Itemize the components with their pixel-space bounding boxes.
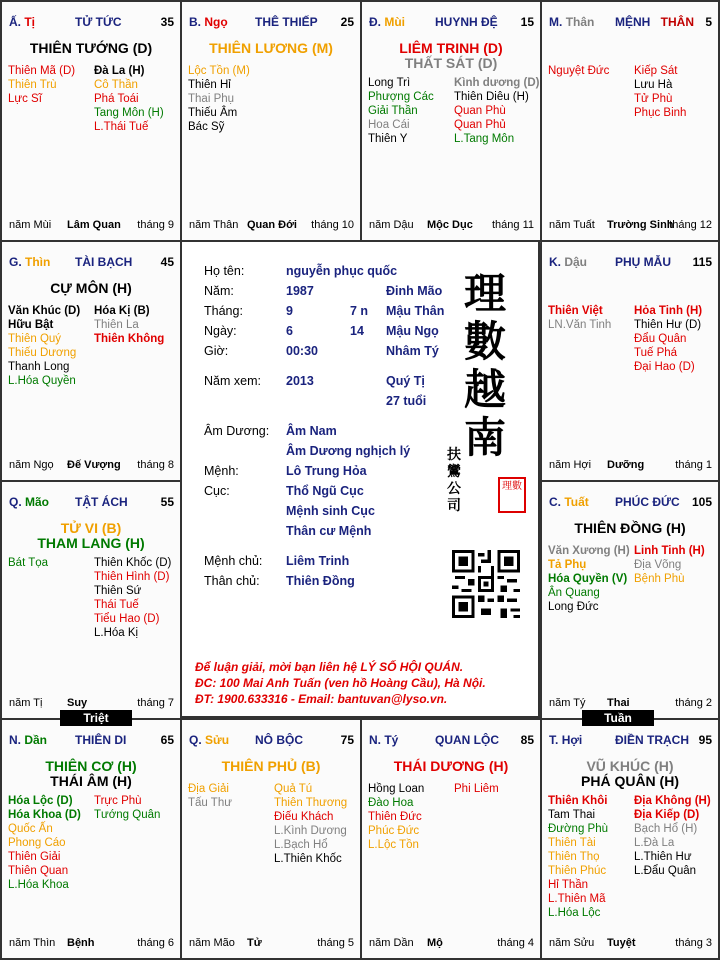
palace-chi: Hợi: [561, 733, 583, 747]
palace-chi: Thìn: [25, 255, 51, 269]
minor-star: Bác Sỹ: [188, 121, 225, 133]
minor-star: Thiên Phúc: [548, 865, 607, 877]
red-seal-stamp: 理數: [498, 477, 526, 513]
minor-star: Thiên Quý: [8, 333, 62, 345]
ngay-lunar: 14: [350, 324, 364, 338]
main-star: THIÊN PHỦ (B): [221, 758, 321, 774]
footer-cycle: Thai: [607, 697, 630, 709]
cuc-value: Thổ Ngũ Cục: [286, 484, 364, 498]
minor-star: Văn Xương (H): [548, 545, 630, 557]
logo-glyph: 越: [463, 365, 506, 414]
minor-star: Tấu Thư: [188, 797, 232, 809]
footer-month: tháng 11: [491, 219, 534, 231]
ngay-can-chi: Mậu Ngọ: [386, 324, 439, 338]
minor-star: Thiên Sứ: [94, 585, 142, 597]
minor-star: Long Đức: [548, 601, 599, 613]
logo-glyph: 理: [463, 269, 506, 318]
minor-star: Đại Hao (D): [634, 361, 695, 373]
minor-star: L.Đẩu Quân: [634, 865, 697, 877]
footer-month: tháng 10: [311, 219, 354, 231]
minor-star: Lộc Tồn (M): [188, 65, 250, 77]
palace-name: QUAN LỘC: [435, 733, 499, 747]
gio-label: Giờ:: [204, 344, 229, 358]
palace-number: 65: [160, 733, 174, 747]
logo-glyph: 南: [463, 413, 506, 462]
minor-star: Thiếu Dương: [8, 347, 77, 359]
palace-number: 15: [520, 15, 534, 29]
footer-cycle: Trường Sinh: [607, 219, 674, 231]
footer-year: năm Dần: [369, 937, 414, 949]
palace-can: G.: [9, 255, 22, 269]
minor-star: Thiên Không: [94, 333, 165, 345]
minor-star: Thiên Giải: [8, 851, 61, 863]
footer-year: năm Thìn: [9, 937, 56, 949]
minor-star: Điếu Khách: [274, 811, 334, 823]
minor-star: L.Lộc Tồn: [368, 839, 419, 851]
minor-star: Thiên Quan: [8, 865, 69, 877]
main-star: THIÊN CƠ (H): [45, 758, 137, 774]
minor-star: Thiên Khốc (D): [94, 557, 172, 569]
main-star: THẤT SÁT (D): [404, 55, 498, 71]
footer-cycle: Mộ: [427, 937, 443, 949]
minor-star: Kình dương (D): [454, 77, 540, 89]
footer-month: tháng 5: [317, 937, 354, 949]
minor-star: Hoa Cái: [368, 119, 410, 131]
palace-chi: Tuất: [564, 495, 589, 509]
main-star: THIÊN TƯỚNG (D): [29, 40, 153, 56]
palace-can: B.: [189, 15, 201, 29]
minor-star: Thanh Long: [8, 361, 70, 373]
minor-star: L.Hóa Quyền: [8, 375, 76, 387]
than-chu-label: Thân chủ:: [204, 574, 260, 588]
triet-marker: Triệt: [60, 710, 132, 726]
minor-star: Đẩu Quân: [634, 333, 687, 345]
cuc-relation: Mệnh sinh Cục: [286, 504, 375, 518]
palace-can: N.: [369, 733, 381, 747]
minor-star: Thiên Mã (D): [8, 65, 76, 77]
ngay-value: 6: [286, 324, 293, 338]
minor-star: Thai Phụ: [188, 93, 235, 105]
palace-number: 105: [691, 495, 712, 509]
main-star: THIÊN LƯƠNG (M): [209, 40, 333, 56]
menh-chu-label: Mệnh chủ:: [204, 554, 263, 568]
footer-year: năm Hợi: [549, 459, 592, 471]
logo-glyph: 數: [463, 317, 506, 366]
minor-star: Đào Hoa: [368, 797, 414, 809]
minor-star: Kiếp Sát: [634, 65, 678, 77]
minor-star: Đường Phù: [548, 823, 608, 835]
palace-chi: Thân: [565, 15, 595, 29]
menh-chu-value: Liêm Trinh: [286, 554, 350, 568]
minor-star: Địa Giải: [188, 783, 229, 795]
nam-xem-can-chi: Quý Tị: [386, 374, 425, 388]
minor-star: L.Thiên Khốc: [274, 853, 342, 865]
cuc-label: Cục:: [204, 484, 230, 498]
ngay-label: Ngày:: [204, 324, 237, 338]
minor-star: Hồng Loan: [368, 783, 425, 795]
palace-number: 25: [340, 15, 354, 29]
than-marker: THÂN: [660, 15, 694, 29]
minor-star: Thiên Diêu (H): [454, 91, 529, 103]
am-duong-value: Âm Nam: [286, 424, 337, 438]
minor-star: Phá Toái: [94, 93, 139, 105]
palace-chi: Ngọ: [204, 15, 228, 29]
palace-can: T.: [549, 733, 559, 747]
palace-chi: Tý: [384, 733, 399, 747]
ho-ten-label: Họ tên:: [204, 264, 245, 278]
minor-star: L.Hóa Khoa: [8, 879, 69, 891]
palace-number: 85: [520, 733, 534, 747]
minor-star: Phong Cáo: [8, 837, 66, 849]
than-chu-value: Thiên Đồng: [286, 574, 355, 588]
minor-star: Bát Tọa: [8, 557, 49, 569]
minor-star: Bệnh Phù: [634, 573, 685, 585]
palace-number: 5: [705, 15, 712, 29]
palace-number: 95: [698, 733, 712, 747]
palace-can: K.: [549, 255, 561, 269]
side-glyph: 鸞: [447, 464, 461, 480]
minor-star: Cô Thần: [94, 79, 138, 91]
minor-star: Bạch Hổ (H): [634, 823, 698, 835]
minor-star: Quan Phù: [454, 105, 506, 117]
gio-can-chi: Nhâm Tý: [386, 344, 439, 358]
nam-xem-value: 2013: [286, 374, 314, 388]
ho-ten-value: nguyễn phục quốc: [286, 264, 398, 278]
palace-name: TÀI BẠCH: [75, 255, 133, 269]
contact-phone-email: ĐT: 1900.633316 - Email: bantuvan@lyso.vn.: [195, 692, 448, 706]
main-star: LIÊM TRINH (D): [399, 40, 503, 56]
palace-number: 35: [160, 15, 174, 29]
palace-number: 115: [692, 255, 712, 269]
palace-chi: Dậu: [564, 255, 588, 269]
footer-cycle: Tử: [247, 937, 262, 949]
minor-star: Thiên Y: [368, 133, 408, 145]
palace-can: N.: [9, 733, 21, 747]
footer-cycle: Bệnh: [67, 937, 95, 949]
nam-label: Năm:: [204, 284, 234, 298]
minor-star: Hóa Quyền (V): [548, 573, 628, 585]
minor-star: Quả Tú: [274, 783, 313, 795]
center-info-panel: [180, 240, 540, 718]
main-star: TỬ VI (B): [60, 520, 122, 536]
footer-cycle: Quan Đới: [247, 219, 297, 231]
minor-star: Thiên Khôi: [548, 795, 608, 807]
footer-year: năm Tuất: [549, 219, 595, 231]
palace-chi: Mão: [25, 495, 50, 509]
contact-address: ĐC: 100 Mai Anh Tuấn (ven hồ Hoàng Cầu), Hà Nội.: [195, 676, 486, 690]
footer-cycle: Suy: [67, 697, 88, 709]
minor-star: Long Trì: [368, 77, 411, 89]
footer-year: năm Thân: [189, 219, 239, 231]
minor-star: Đà La (H): [94, 65, 145, 77]
minor-star: L.Đà La: [634, 837, 675, 849]
minor-star: L.Kình Dương: [274, 825, 347, 837]
footer-month: tháng 1: [675, 459, 712, 471]
palace-name: THIÊN DI: [75, 733, 127, 747]
palace-name: PHỤ MẪU: [615, 255, 671, 269]
footer-year: năm Ngọ: [9, 459, 54, 471]
am-duong-note: Âm Dương nghịch lý: [286, 444, 411, 458]
minor-star: L.Thái Tuế: [94, 121, 149, 133]
main-star: THAM LANG (H): [37, 535, 145, 551]
minor-star: Hóa Kị (B): [94, 305, 150, 317]
gio-value: 00:30: [286, 344, 318, 358]
minor-star: L.Bạch Hổ: [274, 839, 328, 851]
minor-star: Giải Thần: [368, 105, 418, 117]
minor-star: Thiên Hỉ: [188, 79, 231, 91]
minor-star: Quan Phủ: [454, 119, 506, 131]
minor-star: LN.Văn Tinh: [548, 319, 612, 331]
footer-month: tháng 8: [137, 459, 174, 471]
footer-month: tháng 3: [675, 937, 712, 949]
minor-star: Phục Binh: [634, 107, 687, 119]
minor-star: Thiên Thọ: [548, 851, 600, 863]
minor-star: Trực Phù: [94, 795, 142, 807]
minor-star: Thiên Hư (D): [634, 319, 702, 331]
main-star: PHÁ QUÂN (H): [581, 773, 679, 789]
footer-cycle: Tuyệt: [607, 937, 636, 949]
footer-month: tháng 7: [137, 697, 174, 709]
minor-star: Nguyệt Đức: [548, 65, 610, 77]
minor-star: Thiên La: [94, 319, 139, 331]
minor-star: Tiểu Hao (D): [94, 613, 160, 625]
minor-star: Lưu Hà: [634, 79, 673, 91]
main-star: THIÊN ĐỒNG (H): [574, 520, 686, 536]
palace-can: C.: [549, 495, 561, 509]
menh-value: Lô Trung Hỏa: [286, 464, 367, 478]
minor-star: L.Hóa Kị: [94, 627, 139, 639]
footer-year: năm Mùi: [9, 219, 52, 231]
palace-name: NÔ BỘC: [255, 733, 303, 747]
minor-star: Phúc Đức: [368, 825, 420, 837]
minor-star: Quốc Ấn: [8, 823, 53, 835]
palace-name: TỬ TỨC: [75, 15, 122, 29]
tuan-marker: Tuần: [582, 710, 654, 726]
minor-star: Tướng Quân: [94, 809, 161, 821]
side-glyph: 公: [447, 481, 461, 497]
footer-month: tháng 2: [675, 697, 712, 709]
minor-star: Thiên Thương: [274, 797, 348, 809]
side-text: [447, 447, 461, 515]
minor-star: Lực Sĩ: [8, 93, 42, 105]
footer-month: tháng 4: [497, 937, 534, 949]
footer-cycle: Đế Vượng: [67, 459, 121, 471]
footer-year: năm Tý: [549, 697, 586, 709]
palace-chi: Dần: [24, 733, 48, 747]
minor-star: Ân Quang: [548, 587, 600, 599]
minor-star: Thái Tuế: [94, 599, 139, 611]
side-glyph: 司: [447, 498, 461, 514]
palace-number: 55: [160, 495, 174, 509]
minor-star: Tả Phụ: [548, 559, 587, 571]
qr-code: [452, 550, 520, 618]
minor-star: L.Tang Môn: [454, 133, 515, 145]
main-star: THÁI ÂM (H): [50, 773, 132, 789]
calligraphy-logo: [450, 270, 520, 462]
minor-star: Văn Khúc (D): [8, 305, 81, 317]
palace-number: 45: [160, 255, 174, 269]
minor-star: L.Hóa Lộc: [548, 907, 601, 919]
palace-name: THÊ THIẾP: [255, 15, 318, 29]
nam-xem-label: Năm xem:: [204, 374, 261, 388]
palace-name: ĐIỀN TRẠCH: [615, 733, 689, 747]
am-duong-label: Âm Dương:: [204, 424, 270, 438]
footer-cycle: Mộc Dục: [427, 219, 473, 231]
contact-line-1: Để luận giải, mời bạn liên hệ LÝ SỐ HỘI QUÁN.: [195, 660, 464, 674]
tuoi-value: 27 tuổi: [386, 394, 427, 408]
palace-can: Q.: [189, 733, 202, 747]
minor-star: Thiên Trù: [8, 79, 57, 91]
footer-year: năm Tị: [9, 697, 43, 709]
minor-star: Thiên Hình (D): [94, 571, 170, 583]
minor-star: Thiên Việt: [548, 305, 603, 317]
than-cu: Thân cư Mệnh: [286, 524, 372, 538]
minor-star: Linh Tinh (H): [634, 545, 705, 557]
nam-value: 1987: [286, 284, 314, 298]
palace-can: Q.: [9, 495, 22, 509]
footer-month: tháng 6: [137, 937, 174, 949]
footer-month: tháng 12: [669, 219, 712, 231]
main-star: VŨ KHÚC (H): [586, 758, 674, 774]
minor-star: Tuế Phá: [634, 347, 678, 359]
minor-star: Hóa Lộc (D): [8, 795, 73, 807]
minor-star: Phượng Các: [368, 91, 434, 103]
minor-star: Thiếu Âm: [188, 107, 238, 119]
side-glyph: 扶: [447, 447, 461, 463]
minor-star: Địa Võng: [634, 559, 682, 571]
footer-cycle: Dưỡng: [607, 459, 645, 471]
palace-chi: Sửu: [205, 733, 230, 747]
minor-star: Hữu Bật: [8, 319, 54, 331]
main-star: THÁI DƯƠNG (H): [393, 758, 509, 774]
minor-star: Địa Không (H): [634, 795, 711, 807]
minor-star: L.Thiên Mã: [548, 893, 606, 905]
nam-can-chi: Đinh Mão: [386, 284, 443, 298]
palace-chi: Tị: [24, 15, 36, 29]
footer-cycle: Lâm Quan: [67, 219, 121, 231]
thang-label: Tháng:: [204, 304, 243, 318]
palace-name: TẬT ÁCH: [75, 495, 128, 509]
palace-can: Đ.: [369, 15, 381, 29]
minor-star: Thiên Tài: [548, 837, 596, 849]
palace-chi: Mùi: [384, 15, 406, 29]
footer-year: năm Mão: [189, 937, 235, 949]
minor-star: Thiên Đức: [368, 811, 422, 823]
main-star: CỰ MÔN (H): [50, 280, 132, 296]
palace-name: MỆNH: [615, 15, 651, 29]
palace-name: PHÚC ĐỨC: [615, 495, 680, 509]
footer-year: năm Dậu: [369, 219, 414, 231]
minor-star: Tang Môn (H): [94, 107, 164, 119]
minor-star: Hóa Khoa (D): [8, 809, 81, 821]
palace-number: 75: [340, 733, 354, 747]
menh-label: Mệnh:: [204, 464, 239, 478]
thang-lunar: 7 n: [350, 304, 369, 318]
palace-name: HUYNH ĐỆ: [435, 15, 498, 29]
minor-star: Phi Liêm: [454, 783, 499, 795]
thang-value: 9: [286, 304, 293, 318]
minor-star: Địa Kiếp (D): [634, 809, 700, 821]
minor-star: Hỉ Thần: [548, 879, 589, 891]
palace-can: Ấ.: [9, 15, 21, 29]
minor-star: Tam Thai: [548, 809, 596, 821]
palace-can: M.: [549, 15, 563, 29]
thang-can-chi: Mậu Thân: [386, 304, 445, 318]
footer-year: năm Sửu: [549, 937, 595, 949]
minor-star: Tử Phù: [634, 93, 673, 105]
footer-month: tháng 9: [137, 219, 174, 231]
minor-star: L.Thiên Hư: [634, 851, 692, 863]
minor-star: Hỏa Tinh (H): [634, 305, 703, 317]
